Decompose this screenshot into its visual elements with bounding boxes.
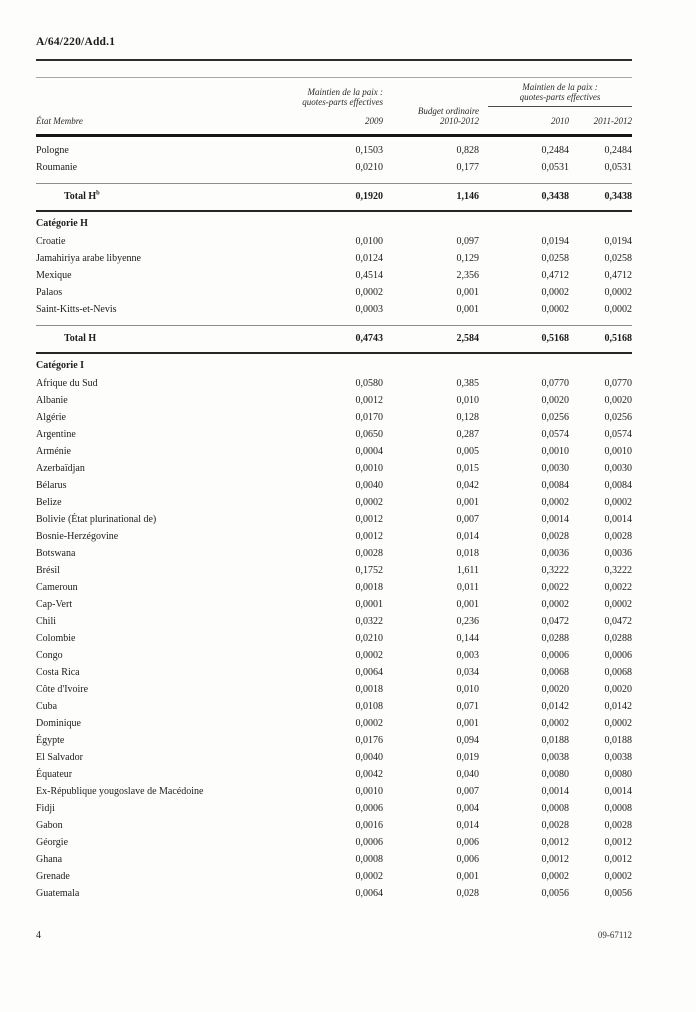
- cell-value: 0,0002: [355, 497, 383, 508]
- table-row: [36, 834, 632, 851]
- cell-value: 0,0084: [604, 480, 632, 491]
- cell-value: 0,0064: [355, 888, 383, 899]
- cell-value: 0,0002: [355, 871, 383, 882]
- state-name: El Salvador: [36, 752, 83, 763]
- cell-value: 0,0650: [355, 429, 383, 440]
- cell-value: 0,0194: [541, 236, 569, 247]
- cell-value: 0,0002: [541, 871, 569, 882]
- footnote-reference: b: [96, 189, 100, 197]
- cell-value: 0,0018: [355, 582, 383, 593]
- cell-value: 0,0008: [604, 803, 632, 814]
- cell-value: 0,0531: [541, 162, 569, 173]
- cell-value: 0,4743: [355, 333, 383, 344]
- column-header-pk-2009-line1: Maintien de la paix :: [307, 87, 383, 97]
- cell-value: 0,0001: [355, 599, 383, 610]
- cell-value: 0,0012: [355, 514, 383, 525]
- cell-value: 0,0018: [355, 684, 383, 695]
- table-row: [36, 545, 632, 562]
- cell-value: 0,0322: [355, 616, 383, 627]
- table-row: [36, 460, 632, 477]
- cell-value: 0,0002: [541, 497, 569, 508]
- state-name: Côte d'Ivoire: [36, 684, 89, 695]
- cell-value: 2,356: [456, 270, 479, 281]
- cell-value: 0,0036: [541, 548, 569, 559]
- cell-value: 0,0142: [541, 701, 569, 712]
- state-name: Jamahiriya arabe libyenne: [36, 253, 141, 264]
- table-row: [36, 409, 632, 426]
- table-row: [36, 613, 632, 630]
- state-name: Pologne: [36, 145, 69, 156]
- cell-value: 0,0012: [604, 854, 632, 865]
- cell-value: 0,001: [456, 871, 479, 882]
- cell-value: 0,0010: [541, 446, 569, 457]
- table-row: [36, 511, 632, 528]
- cell-value: 0,0028: [604, 820, 632, 831]
- cell-value: 0,0016: [355, 820, 383, 831]
- cell-value: 0,0210: [355, 162, 383, 173]
- state-name: Algérie: [36, 412, 66, 423]
- cell-value: 0,0022: [604, 582, 632, 593]
- cell-value: 0,0020: [604, 395, 632, 406]
- cell-value: 0,0108: [355, 701, 383, 712]
- cell-value: 0,3222: [541, 565, 569, 576]
- cell-value: 0,0020: [541, 395, 569, 406]
- cell-value: 0,0472: [541, 616, 569, 627]
- table-row: [36, 715, 632, 732]
- state-name: Ex-République yougoslave de Macédoine: [36, 786, 204, 797]
- state-name: Guatemala: [36, 888, 80, 899]
- cell-value: 0,0012: [355, 395, 383, 406]
- table-row: [36, 732, 632, 749]
- cell-value: 0,1920: [355, 191, 383, 202]
- state-name: Afrique du Sud: [36, 378, 98, 389]
- cell-value: 0,0288: [604, 633, 632, 644]
- cell-value: 0,0142: [604, 701, 632, 712]
- cell-value: 0,014: [456, 531, 479, 542]
- cell-value: 0,0210: [355, 633, 383, 644]
- cell-value: 0,0002: [604, 599, 632, 610]
- table-row: [36, 375, 632, 392]
- cell-value: 0,0020: [541, 684, 569, 695]
- state-name: Total $H^b$: [64, 189, 100, 202]
- cell-value: 0,001: [456, 718, 479, 729]
- cell-value: 0,0194: [604, 236, 632, 247]
- column-header-2010: 2010: [551, 116, 569, 126]
- table-header: [36, 77, 632, 137]
- cell-value: 0,0010: [355, 786, 383, 797]
- state-name: Grenade: [36, 871, 70, 882]
- cell-value: 0,0022: [541, 582, 569, 593]
- cell-value: 0,5168: [541, 333, 569, 344]
- cell-value: 0,0028: [541, 820, 569, 831]
- cell-value: 1,611: [456, 565, 479, 576]
- cell-value: 0,0014: [604, 514, 632, 525]
- table-row: [36, 868, 632, 885]
- cell-value: 0,042: [456, 480, 479, 491]
- column-header-pk-2009-line2: quotes-parts effectives: [302, 97, 383, 107]
- cell-value: 0,287: [456, 429, 479, 440]
- cell-value: 0,0580: [355, 378, 383, 389]
- table-row: [36, 817, 632, 834]
- state-name: Saint-Kitts-et-Nevis: [36, 304, 117, 315]
- cell-value: 0,001: [456, 497, 479, 508]
- cell-value: 0,0028: [604, 531, 632, 542]
- cell-value: 0,005: [456, 446, 479, 457]
- cell-value: 0,001: [456, 304, 479, 315]
- cell-value: 0,0256: [604, 412, 632, 423]
- state-name: Congo: [36, 650, 63, 661]
- cell-value: 0,0176: [355, 735, 383, 746]
- column-header-budget: [418, 106, 479, 126]
- cell-value: 0,177: [456, 162, 479, 173]
- cell-value: 0,0002: [604, 718, 632, 729]
- state-name: Croatie: [36, 236, 66, 247]
- cell-value: 0,0256: [541, 412, 569, 423]
- document-symbol: A/64/220/Add.1: [36, 36, 116, 48]
- cell-value: 0,028: [456, 888, 479, 899]
- cell-value: 0,0012: [541, 837, 569, 848]
- cell-value: 0,128: [456, 412, 479, 423]
- cell-value: 0,006: [456, 854, 479, 865]
- state-name: Dominique: [36, 718, 81, 729]
- cell-value: 0,0531: [604, 162, 632, 173]
- cell-value: 0,0002: [604, 497, 632, 508]
- table-row: [36, 596, 632, 613]
- total-row: [36, 183, 632, 212]
- cell-value: 0,0002: [604, 287, 632, 298]
- cell-value: 0,4514: [355, 270, 383, 281]
- cell-value: 0,0006: [355, 837, 383, 848]
- cell-value: 0,001: [456, 287, 479, 298]
- column-header-state: État Membre: [36, 116, 83, 126]
- cell-value: 0,0008: [355, 854, 383, 865]
- table-row: [36, 851, 632, 868]
- state-name: Roumanie: [36, 162, 78, 173]
- table-row: [36, 301, 632, 318]
- cell-value: 0,0008: [541, 803, 569, 814]
- cell-value: 0,0002: [541, 287, 569, 298]
- cell-value: 0,014: [456, 820, 479, 831]
- cell-value: 0,0010: [355, 463, 383, 474]
- cell-value: 0,040: [456, 769, 479, 780]
- cell-value: 0,0030: [541, 463, 569, 474]
- cell-value: 0,2484: [604, 145, 632, 156]
- cell-value: 0,094: [456, 735, 479, 746]
- cell-value: 0,0040: [355, 480, 383, 491]
- column-header-budget-line2: 2010-2012: [440, 116, 479, 126]
- table-row: [36, 159, 632, 176]
- cell-value: 0,010: [456, 395, 479, 406]
- table-row: [36, 800, 632, 817]
- cell-value: 0,1503: [355, 145, 383, 156]
- state-name: Chili: [36, 616, 57, 627]
- state-name: Belize: [36, 497, 62, 508]
- state-name: Ghana: [36, 854, 63, 865]
- section-row: [36, 356, 632, 375]
- cell-value: 0,3438: [541, 191, 569, 202]
- cell-value: 0,071: [456, 701, 479, 712]
- column-group-header-line1: Maintien de la paix :: [522, 82, 598, 92]
- cell-value: 0,0014: [541, 786, 569, 797]
- page-number: 4: [36, 930, 41, 941]
- state-name: Arménie: [36, 446, 71, 457]
- cell-value: 0,034: [456, 667, 479, 678]
- table-row: [36, 766, 632, 783]
- cell-value: 0,0056: [604, 888, 632, 899]
- table-row: [36, 885, 632, 902]
- cell-value: 0,0036: [604, 548, 632, 559]
- cell-value: 0,097: [456, 236, 479, 247]
- cell-value: 0,0006: [541, 650, 569, 661]
- table-row: [36, 528, 632, 545]
- column-header-2011-2012: 2011-2012: [593, 116, 632, 126]
- cell-value: 0,1752: [355, 565, 383, 576]
- table-row: [36, 443, 632, 460]
- cell-value: 0,0006: [604, 650, 632, 661]
- cell-value: 0,129: [456, 253, 479, 264]
- state-name: Équateur: [36, 769, 73, 780]
- section-row: [36, 214, 632, 233]
- cell-value: 0,0028: [541, 531, 569, 542]
- state-name: Cap-Vert: [36, 599, 73, 610]
- state-name: Cameroun: [36, 582, 78, 593]
- cell-value: 0,007: [456, 786, 479, 797]
- cell-value: 0,0068: [541, 667, 569, 678]
- cell-value: 0,0258: [604, 253, 632, 264]
- column-header-pk-2009: [302, 87, 383, 107]
- cell-value: 0,0574: [604, 429, 632, 440]
- cell-value: 0,0258: [541, 253, 569, 264]
- state-name: Bélarus: [36, 480, 67, 491]
- table-row: [36, 250, 632, 267]
- cell-value: 0,0030: [604, 463, 632, 474]
- cell-value: 0,0002: [355, 718, 383, 729]
- state-name: Palaos: [36, 287, 63, 298]
- table-row: [36, 630, 632, 647]
- table-row: [36, 267, 632, 284]
- cell-value: 0,0770: [541, 378, 569, 389]
- cell-value: 0,0080: [604, 769, 632, 780]
- cell-value: 0,0002: [541, 718, 569, 729]
- cell-value: 0,0100: [355, 236, 383, 247]
- state-name: Bosnie-Herzégovine: [36, 531, 119, 542]
- state-name: Argentine: [36, 429, 76, 440]
- cell-value: 0,0574: [541, 429, 569, 440]
- table-row: [36, 681, 632, 698]
- table-row: [36, 233, 632, 250]
- cell-value: 1,146: [456, 191, 479, 202]
- cell-value: 0,015: [456, 463, 479, 474]
- cell-value: 0,0084: [541, 480, 569, 491]
- state-name: Égypte: [36, 735, 65, 746]
- cell-value: 0,0002: [541, 304, 569, 315]
- state-name: Total H: [64, 333, 97, 344]
- cell-value: 0,0002: [355, 287, 383, 298]
- table-row: [36, 142, 632, 159]
- cell-value: 0,007: [456, 514, 479, 525]
- cell-value: 0,0068: [604, 667, 632, 678]
- cell-value: 0,828: [456, 145, 479, 156]
- table-row: [36, 426, 632, 443]
- state-name: Bolivie (État plurinational de): [36, 514, 157, 525]
- cell-value: 0,144: [456, 633, 479, 644]
- cell-value: 0,0020: [604, 684, 632, 695]
- cell-value: 0,004: [456, 803, 479, 814]
- cell-value: 0,018: [456, 548, 479, 559]
- state-name: Géorgie: [36, 837, 69, 848]
- table-row: [36, 698, 632, 715]
- cell-value: 0,0002: [604, 871, 632, 882]
- cell-value: 0,0056: [541, 888, 569, 899]
- state-name: Fidji: [36, 803, 55, 814]
- cell-value: 0,0010: [604, 446, 632, 457]
- cell-value: 0,0170: [355, 412, 383, 423]
- state-name: Albanie: [36, 395, 68, 406]
- cell-value: 0,0064: [355, 667, 383, 678]
- cell-value: 0,0124: [355, 253, 383, 264]
- column-header-pk-2009-year: 2009: [365, 116, 383, 126]
- cell-value: 0,0188: [604, 735, 632, 746]
- cell-value: 0,003: [456, 650, 479, 661]
- header-divider: [36, 59, 632, 61]
- cell-value: 0,0080: [541, 769, 569, 780]
- table-row: [36, 477, 632, 494]
- cell-value: 0,006: [456, 837, 479, 848]
- cell-value: 0,0038: [541, 752, 569, 763]
- state-name: Botswana: [36, 548, 76, 559]
- table-row: [36, 494, 632, 511]
- state-name: Cuba: [36, 701, 58, 712]
- state-name: Mexique: [36, 270, 72, 281]
- cell-value: 0,011: [456, 582, 479, 593]
- cell-value: 0,0012: [604, 837, 632, 848]
- cell-value: 0,0012: [355, 531, 383, 542]
- cell-value: 2,584: [456, 333, 479, 344]
- column-group-header-pk-effective: [488, 82, 632, 107]
- table-row: [36, 664, 632, 681]
- section-label: Catégorie H: [36, 218, 88, 229]
- cell-value: 0,0002: [355, 650, 383, 661]
- section-label: Catégorie I: [36, 360, 85, 371]
- cell-value: 0,001: [456, 599, 479, 610]
- cell-value: 0,0770: [604, 378, 632, 389]
- total-row: [36, 325, 632, 354]
- state-name: Gabon: [36, 820, 63, 831]
- cell-value: 0,0004: [355, 446, 383, 457]
- cell-value: 0,0014: [541, 514, 569, 525]
- table-row: [36, 749, 632, 766]
- cell-value: 0,0038: [604, 752, 632, 763]
- cell-value: 0,0188: [541, 735, 569, 746]
- cell-value: 0,236: [456, 616, 479, 627]
- state-name: Brésil: [36, 565, 60, 576]
- cell-value: 0,0014: [604, 786, 632, 797]
- state-name: Costa Rica: [36, 667, 80, 678]
- cell-value: 0,0003: [355, 304, 383, 315]
- cell-value: 0,0472: [604, 616, 632, 627]
- cell-value: 0,385: [456, 378, 479, 389]
- table-row: [36, 392, 632, 409]
- cell-value: 0,0012: [541, 854, 569, 865]
- document-code: 09-67112: [597, 930, 632, 940]
- cell-value: 0,0288: [541, 633, 569, 644]
- cell-value: 0,4712: [604, 270, 632, 281]
- cell-value: 0,0006: [355, 803, 383, 814]
- cell-value: 0,5168: [604, 333, 632, 344]
- table-row: [36, 783, 632, 800]
- column-header-budget-line1: Budget ordinaire: [417, 106, 479, 116]
- table-row: [36, 647, 632, 664]
- state-name: Colombie: [36, 633, 76, 644]
- cell-value: 0,0040: [355, 752, 383, 763]
- cell-value: 0,3222: [604, 565, 632, 576]
- cell-value: 0,0002: [604, 304, 632, 315]
- cell-value: 0,0028: [355, 548, 383, 559]
- cell-value: 0,3438: [604, 191, 632, 202]
- cell-value: 0,2484: [541, 145, 569, 156]
- column-group-header-line2: quotes-parts effectives: [519, 92, 601, 102]
- table-body: [36, 137, 632, 902]
- table-row: [36, 562, 632, 579]
- state-name: Azerbaïdjan: [36, 463, 85, 474]
- cell-value: 0,0042: [355, 769, 383, 780]
- cell-value: 0,019: [456, 752, 479, 763]
- quota-table: [36, 77, 632, 902]
- cell-value: 0,0002: [541, 599, 569, 610]
- table-row: [36, 579, 632, 596]
- cell-value: 0,010: [456, 684, 479, 695]
- cell-value: 0,4712: [541, 270, 569, 281]
- table-row: [36, 284, 632, 301]
